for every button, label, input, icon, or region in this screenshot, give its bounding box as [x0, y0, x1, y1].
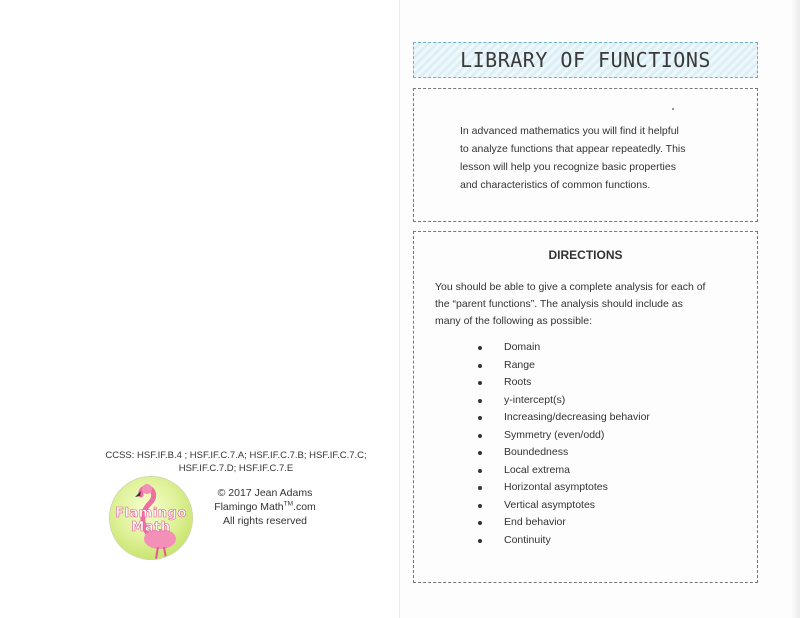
- criterion-label: Domain: [504, 341, 541, 353]
- directions-box: [413, 231, 758, 583]
- bullet-icon: [478, 539, 482, 543]
- directions-text: [435, 279, 745, 330]
- title-banner: [413, 42, 758, 78]
- copyright-line-2: [196, 500, 334, 514]
- criterion-label: Continuity: [504, 533, 551, 546]
- criterion-label: End behavior: [504, 516, 566, 528]
- criterion-label: Vertical asymptotes: [504, 498, 596, 511]
- list-item: [474, 532, 734, 550]
- bullet-icon: [478, 416, 482, 420]
- copyright-line-3: All rights reserved: [222, 515, 308, 527]
- bullet-icon: [478, 486, 482, 490]
- directions-line: You should be able to give a complete analysis for each of: [435, 281, 706, 293]
- copyright-domain: .com: [293, 501, 316, 513]
- intro-line: and characteristics of common functions.: [460, 179, 651, 191]
- bullet-icon: [478, 469, 482, 473]
- copyright-line-1: © 2017 Jean Adams: [217, 487, 313, 499]
- stray-dot: [672, 108, 674, 110]
- ccss-line-2: HSF.IF.C.7.D; HSF.IF.C.7.E: [178, 463, 294, 474]
- list-item: [474, 444, 734, 462]
- copyright-brand: Flamingo Math: [214, 501, 284, 513]
- bullet-icon: [478, 434, 482, 438]
- criterion-label: y-intercept(s): [504, 393, 566, 406]
- page-title: LIBRARY OF FUNCTIONS: [460, 48, 711, 72]
- list-item: [474, 357, 734, 375]
- analysis-criteria-list: [474, 339, 734, 549]
- logo-text-line-1: Flamingo: [115, 506, 187, 521]
- directions-heading: DIRECTIONS: [548, 248, 623, 262]
- directions-line: many of the following as possible:: [435, 315, 593, 327]
- intro-box: [413, 88, 758, 222]
- bullet-icon: [478, 364, 482, 368]
- bullet-icon: [478, 399, 482, 403]
- list-item: [474, 374, 734, 392]
- list-item: [474, 514, 734, 532]
- criterion-label: Roots: [504, 376, 532, 388]
- trademark-mark: TM: [283, 500, 294, 508]
- intro-text: [460, 122, 742, 194]
- list-item: [474, 339, 734, 357]
- list-item: [474, 479, 734, 497]
- list-item: [474, 392, 734, 410]
- page-edge-shadow: [792, 0, 800, 618]
- criterion-label: Boundedness: [504, 446, 569, 458]
- list-item: [474, 497, 734, 515]
- logo-text-line-2: Math: [131, 520, 171, 535]
- ccss-line-1: CCSS: HSF.IF.B.4 ; HSF.IF.C.7.A; HSF.IF.C.7.B; HSF.IF.C.7.C;: [105, 450, 367, 461]
- criterion-label: Horizontal asymptotes: [504, 481, 608, 493]
- bullet-icon: [478, 381, 482, 385]
- criterion-label: Range: [504, 358, 535, 371]
- list-item: [474, 409, 734, 427]
- bullet-icon: [478, 346, 482, 350]
- flamingo-math-logo: [110, 477, 192, 559]
- bullet-icon: [478, 521, 482, 525]
- intro-line: lesson will help you recognize basic properties: [460, 161, 676, 173]
- intro-line: In advanced mathematics you will find it helpful: [460, 125, 679, 137]
- criterion-label: Local extrema: [504, 463, 570, 476]
- ccss-standards: [98, 449, 374, 475]
- list-item: [474, 462, 734, 480]
- intro-line: to analyze functions that appear repeatedly. This: [460, 143, 686, 155]
- bullet-icon: [478, 504, 482, 508]
- bullet-icon: [478, 451, 482, 455]
- criterion-label: Symmetry (even/odd): [504, 428, 605, 441]
- criterion-label: Increasing/decreasing behavior: [504, 411, 650, 423]
- directions-line: the “parent functions”. The analysis should include as: [435, 298, 683, 310]
- copyright-block: [196, 486, 334, 528]
- list-item: [474, 427, 734, 445]
